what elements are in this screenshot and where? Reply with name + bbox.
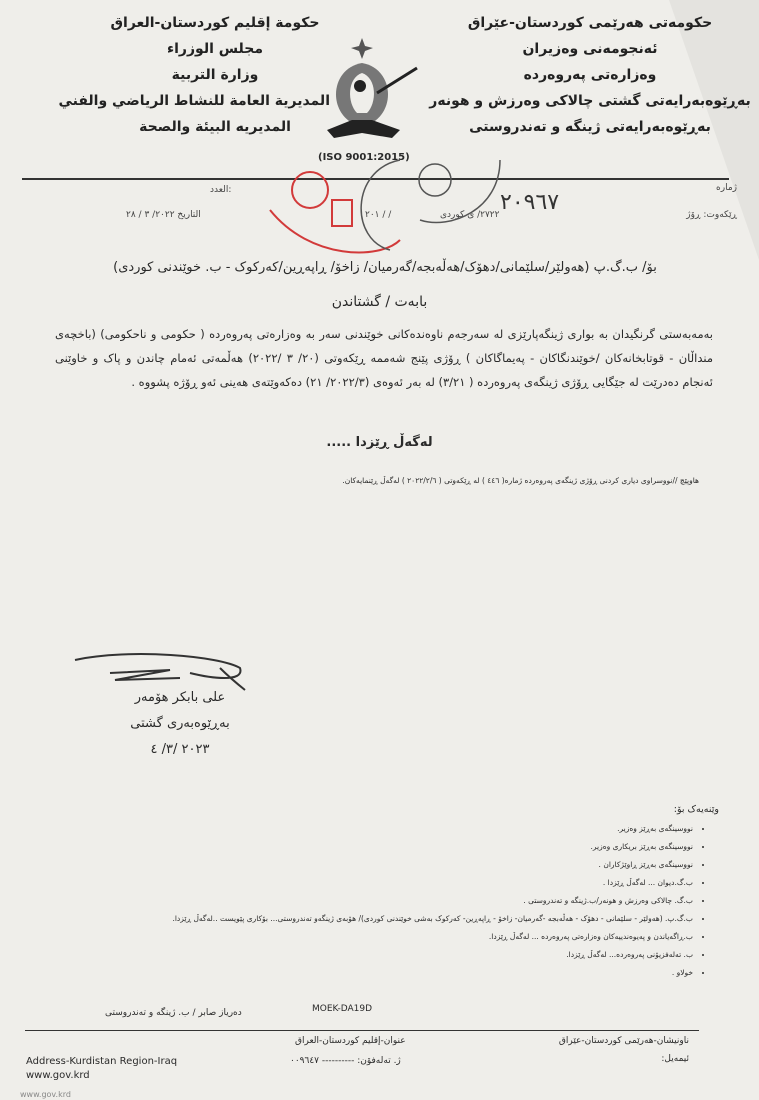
address-en: Address-Kurdistan Region-Iraq	[26, 1056, 178, 1067]
cc-item: • ب.ڕاگەیاندن و پەیوەندییەکان وەزارەتی پەروەردە ... لەگەڵ ڕێزدا.	[172, 928, 693, 946]
cc-item: • ب.گ. چالاکی وەرزش و هونەر/ب.ژینگە و تەندروستی .	[172, 892, 693, 910]
cc-title: وێنەیەک بۆ:	[673, 804, 719, 815]
website: www.gov.krd	[26, 1070, 90, 1081]
header-ku-line: بەڕێوەبەرایەتی گشتی چالاکی وەرزش و هونەر	[429, 93, 751, 109]
footer-divider	[25, 1030, 699, 1031]
address-ku: ناونیشان-هەرێمی کوردستان-عێراق	[558, 1036, 689, 1046]
cc-list	[172, 820, 711, 982]
krg-eagle-logo	[322, 38, 422, 148]
cc-item: • نووسینگەی بەڕێز ڕاوێژکاران .	[172, 856, 693, 874]
cc-item: • ب.گ.پ. (هەولێر - سلێمانی - دهۆک - هەڵەبجە -گەرمیان- زاخۆ - ڕاپەڕین- کەرکوک بەشی خوێندنی کوردی)/ هۆبەی ژینگەو تەندروستی... بۆکاری پێویست ..لەگەڵ ڕێزدا.	[172, 910, 693, 928]
phone: ژ. تەلەفۆن: ---------- ٠٠٩٦٤٧	[290, 1056, 401, 1066]
cc-item: • نووسینگەی بەڕێز بریکاری وەزیر.	[172, 838, 693, 856]
address-ar: عنوان-إقليم كوردستان-العراق	[295, 1036, 406, 1046]
header-ar-line: المديريه البيئة والصحة	[139, 119, 291, 135]
iso-label: (ISO 9001:2015)	[318, 152, 410, 163]
signature-date: ٢٠٢٣ /٣/ ٤	[150, 742, 210, 757]
header-kurdish	[420, 10, 759, 140]
signatory-title: بەڕێوەبەری گشتی	[130, 716, 230, 731]
grey-stamp-icon	[361, 160, 500, 250]
handwritten-number: ٢٠٩٦٧	[500, 190, 560, 215]
signatory-name: علی بابکر هۆمەر	[134, 690, 226, 705]
header-arabic	[58, 10, 330, 140]
kurdish-date: ٢٧٢٢/ ی کوردی	[440, 210, 500, 220]
stamps	[250, 150, 510, 270]
signature-block	[100, 685, 260, 763]
date-ar: ٢٠٢٢/ ٣ / ٢٨	[126, 210, 175, 220]
document-code: MOEK-DA19D	[312, 1004, 373, 1014]
website-shadow: www.gov.krd	[20, 1090, 71, 1099]
cc-item: • نووسینگەی بەڕێز وەزیر.	[172, 820, 693, 838]
regards: لەگەڵ ڕێزدا .....	[326, 435, 433, 450]
attachment-note: هاوپێچ //نووسراوی دیاری کردنی ڕۆژی ژینگەی پەروەردە ژمارە( ٤٤٦ ) لە ڕێکەوتی ( ٢٠٢٢/٢/٦ ) لەگەڵ ڕێنمایەکان.	[342, 476, 699, 485]
header-ku-line: حکومەتی هەرێمی کوردستان-عێراق	[467, 15, 713, 31]
email-ku: ئیمەیل:	[661, 1054, 689, 1064]
cc-item: • ب. تەلەفزیۆنی پەروەردە... لەگەڵ ڕێزدا.	[172, 946, 693, 964]
header-ar-line: وزارة التربية	[171, 67, 259, 83]
red-stamp-icon	[270, 172, 400, 252]
date-label-ar: التاريخ	[177, 210, 201, 220]
header-ar-line: مجلس الوزراء	[166, 41, 264, 57]
date-value-ar	[126, 210, 201, 220]
header-ku-line: وەزارەتی پەروەردە	[523, 67, 657, 83]
letter-body	[55, 322, 713, 394]
subject: بابەت / گشتاندن	[331, 294, 428, 310]
preparer: دەریاز صابر / ب. ژینگە و تەندروستی	[105, 1008, 242, 1018]
year-prefix: / / ٢٠١	[365, 210, 392, 220]
header-ar-line: المديرية العامة للنشاط الرياضي والفني	[58, 93, 330, 109]
cc-item: • خولاو .	[172, 964, 693, 982]
number-label-ku: ژمارە	[716, 183, 737, 193]
recipient-line: بۆ/ ب.گ.پ (هەولێر/سلێمانی/دهۆک/هەڵەبجە/گەرمیان/ زاخۆ/ ڕاپەڕین/کەرکوک - ب. خوێندنی کوردی)	[113, 260, 657, 275]
header-ku-line: ئەنجومەنی وەزیران	[522, 41, 658, 57]
number-label-ar: العدد:	[210, 185, 232, 195]
header-ku-line: بەڕێوەبەرایەتی ژینگە و تەندروستی	[469, 119, 711, 135]
cc-item: • ب.گ.دیوان ... لەگەڵ ڕێزدا .	[172, 874, 693, 892]
header-ar-line: حكومة إقليم كوردستان-العراق	[110, 15, 320, 31]
date-label-ku: ڕێکەوت: ڕۆژ	[686, 210, 737, 220]
body-paragraph: بەمەبەستی گرنگیدان بە بواری ژینگەپارێزی لە سەرجەم ناوەندەکانی خوێندنی سەر بە وەزارەتی پەروەردە ( حکومی و ناحکومی) (باخچەی منداڵان - قوتابخانەکان /خوێندنگاکان - پەیماگاکان ) ڕۆژی پێنج شەممە ڕێکەوتی (٢٠/ ٣ /٢٠٢٢) هەڵمەتی ئەمام چاندن و پاک و خاوێنی ئەنجام دەدرێت لە جێگایی ڕۆژی ژینگەی پەروەردە ( ٣/٢١) لە بەر ئەوەی (٢٠٢٢/٣/ ٢١) دەکەوێتەی هەینی ئەو ڕۆژە پشووە .	[55, 327, 714, 389]
